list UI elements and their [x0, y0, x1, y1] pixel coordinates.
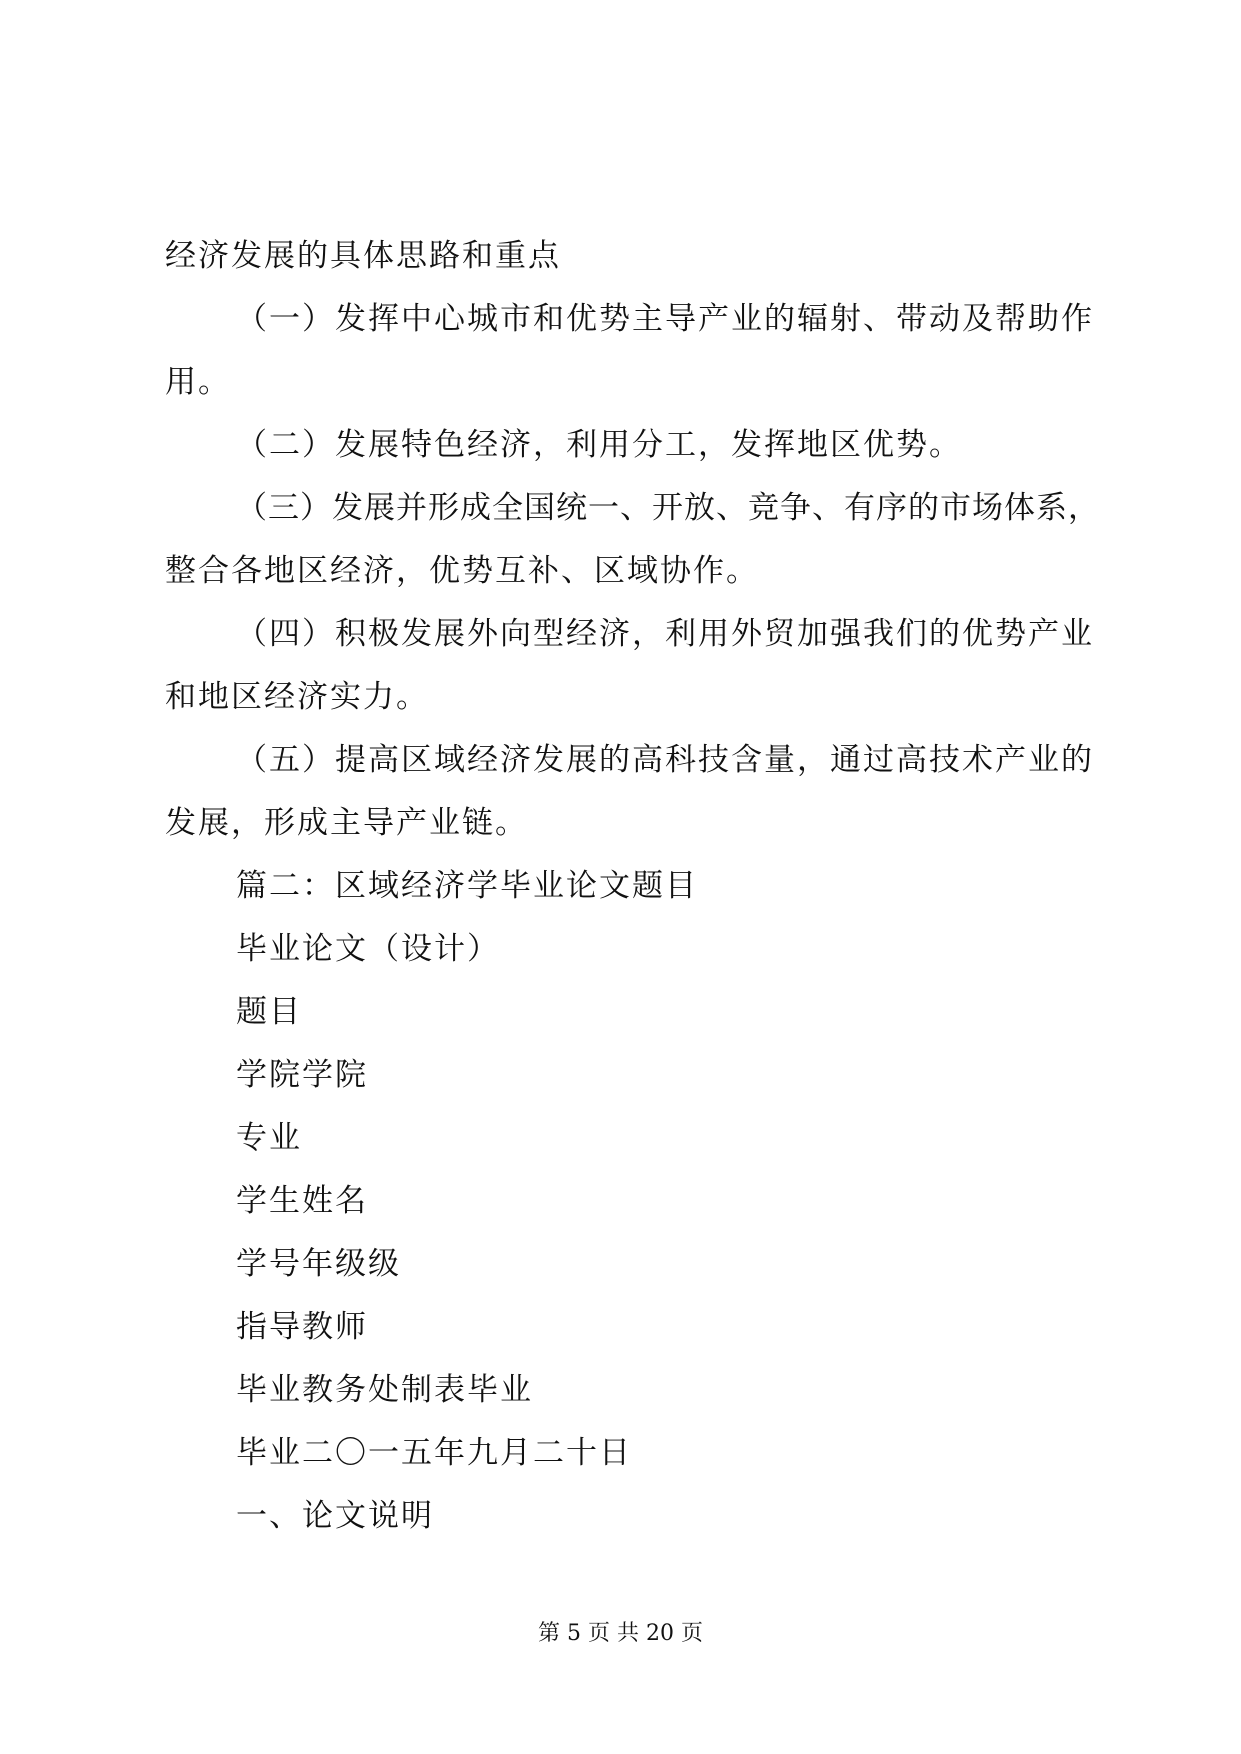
text-line: 发展，形成主导产业链。	[165, 805, 528, 841]
text-line: （三）发展并形成全国统一、开放、竞争、有序的市场体系，	[236, 490, 1100, 526]
section-heading: 篇二：区域经济学毕业论文题目	[236, 868, 698, 904]
text-line: 学院学院	[236, 1057, 368, 1093]
text-line: （二）发展特色经济，利用分工，发挥地区优势。	[236, 427, 962, 463]
text-line: 题目	[236, 994, 302, 1030]
text-line: 用。	[165, 364, 231, 400]
text-line: （一）发挥中心城市和优势主导产业的辐射、带动及帮助作	[236, 301, 1094, 337]
text-line: 学号年级级	[236, 1246, 401, 1282]
text-line: 学生姓名	[236, 1183, 368, 1219]
text-line: 和地区经济实力。	[165, 679, 429, 715]
text-line: 毕业二〇一五年九月二十日	[236, 1435, 632, 1471]
page-footer: 第 5 页 共 20 页	[538, 1621, 703, 1646]
section-heading: 一、论文说明	[236, 1498, 434, 1534]
text-line: （五）提高区域经济发展的高科技含量，通过高技术产业的	[236, 742, 1094, 778]
text-line: 经济发展的具体思路和重点	[165, 238, 561, 274]
text-line: 毕业教务处制表毕业	[236, 1372, 533, 1408]
text-line: （四）积极发展外向型经济，利用外贸加强我们的优势产业	[236, 616, 1094, 652]
text-line: 毕业论文（设计）	[236, 931, 500, 967]
text-line: 指导教师	[236, 1309, 368, 1345]
text-line: 专业	[236, 1120, 302, 1156]
text-line: 整合各地区经济，优势互补、区域协作。	[165, 553, 759, 589]
